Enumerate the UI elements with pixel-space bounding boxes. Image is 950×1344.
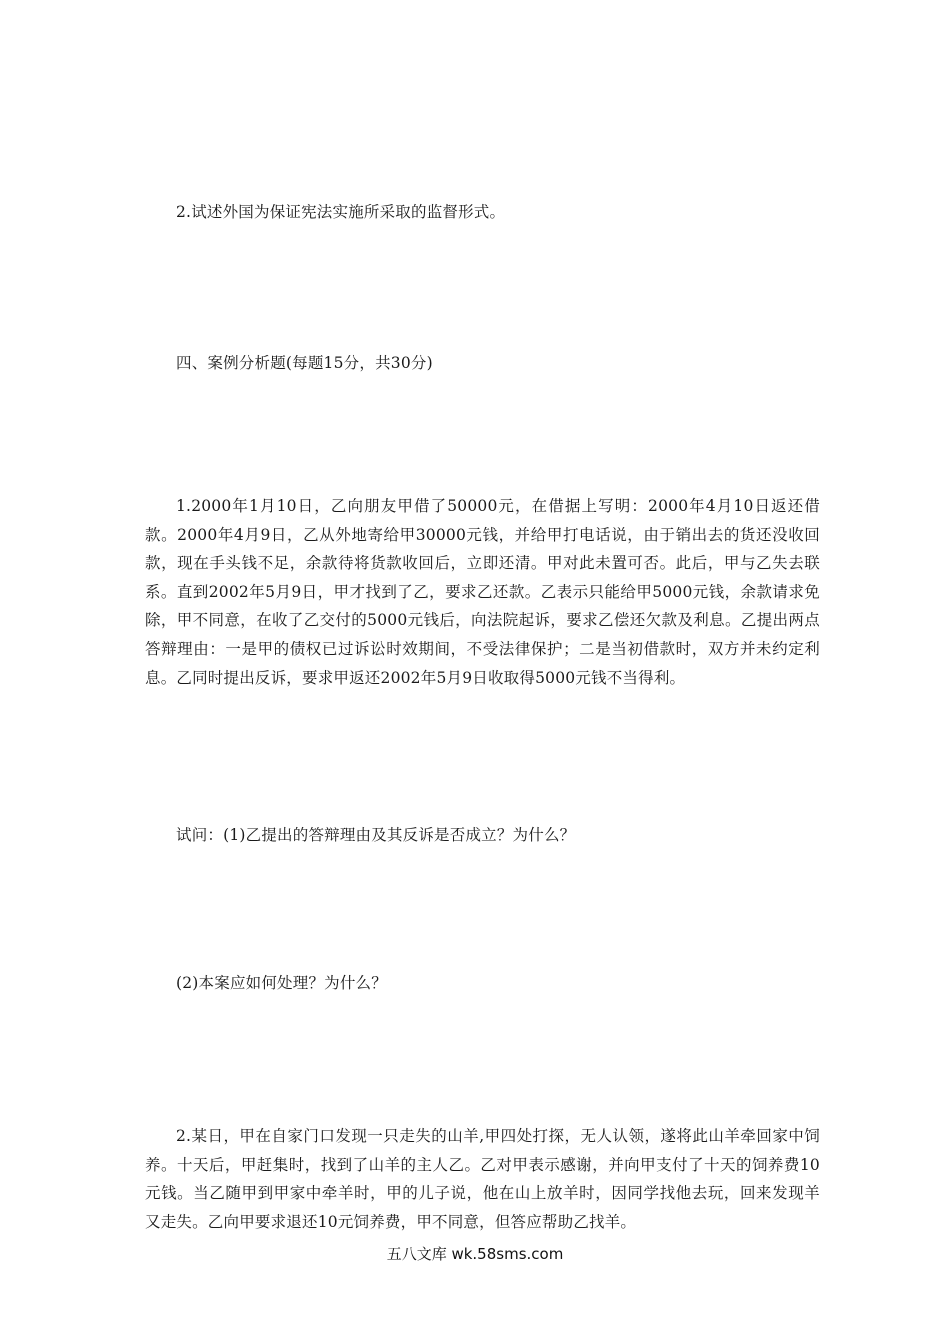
case-1-question-2: (2)本案应如何处理？为什么？ (176, 974, 387, 992)
essay-question-2: 2.试述外国为保证宪法实施所采取的监督形式。 (176, 203, 506, 221)
case-2-text: 2.某日，甲在自家门口发现一只走失的山羊,甲四处打探，无人认领，遂将此山羊牵回家中饲养。十天后，甲赶集时，找到了山羊的主人乙。乙对甲表示感谢，并向甲支付了十天的饲养费10元钱。当乙随甲到甲家中牵羊时，甲的儿子说，他在山上放羊时，因同学找他去玩，回来发现羊又走失。乙向甲要求退还10元饲养费，甲不同意，但答应帮助乙找羊。 (145, 1127, 820, 1231)
case-1-question-1: 试问：(1)乙提出的答辩理由及其反诉是否成立？为什么？ (176, 826, 576, 844)
case-1-text: 1.2000年1月10日，乙向朋友甲借了50000元，在借据上写明：2000年4月10日返还借款。2000年4月9日，乙从外地寄给甲30000元钱，并给甲打电话说，由于销出去的货还没收回款，现在手头钱不足，余款待将货款收回后，立即还清。甲对此未置可否。此后，甲与乙失去联系。直到2002年5月9日，甲才找到了乙，要求乙还款。乙表示只能给甲5000元钱，余款请求免除，甲不同意，在收了乙交付的5000元钱后，向法院起诉，要求乙偿还欠款及利息。乙提出两点答辩理由：一是甲的债权已过诉讼时效期间，不受法律保护；二是当初借款时，双方并未约定利息。乙同时提出反诉，要求甲返还2002年5月9日收取得5000元钱不当得利。 (145, 497, 820, 687)
section-heading-case-analysis: 四、案例分析题(每题15分，共30分) (176, 354, 433, 372)
footer-watermark: 五八文库 wk.58sms.com (386, 1245, 564, 1263)
